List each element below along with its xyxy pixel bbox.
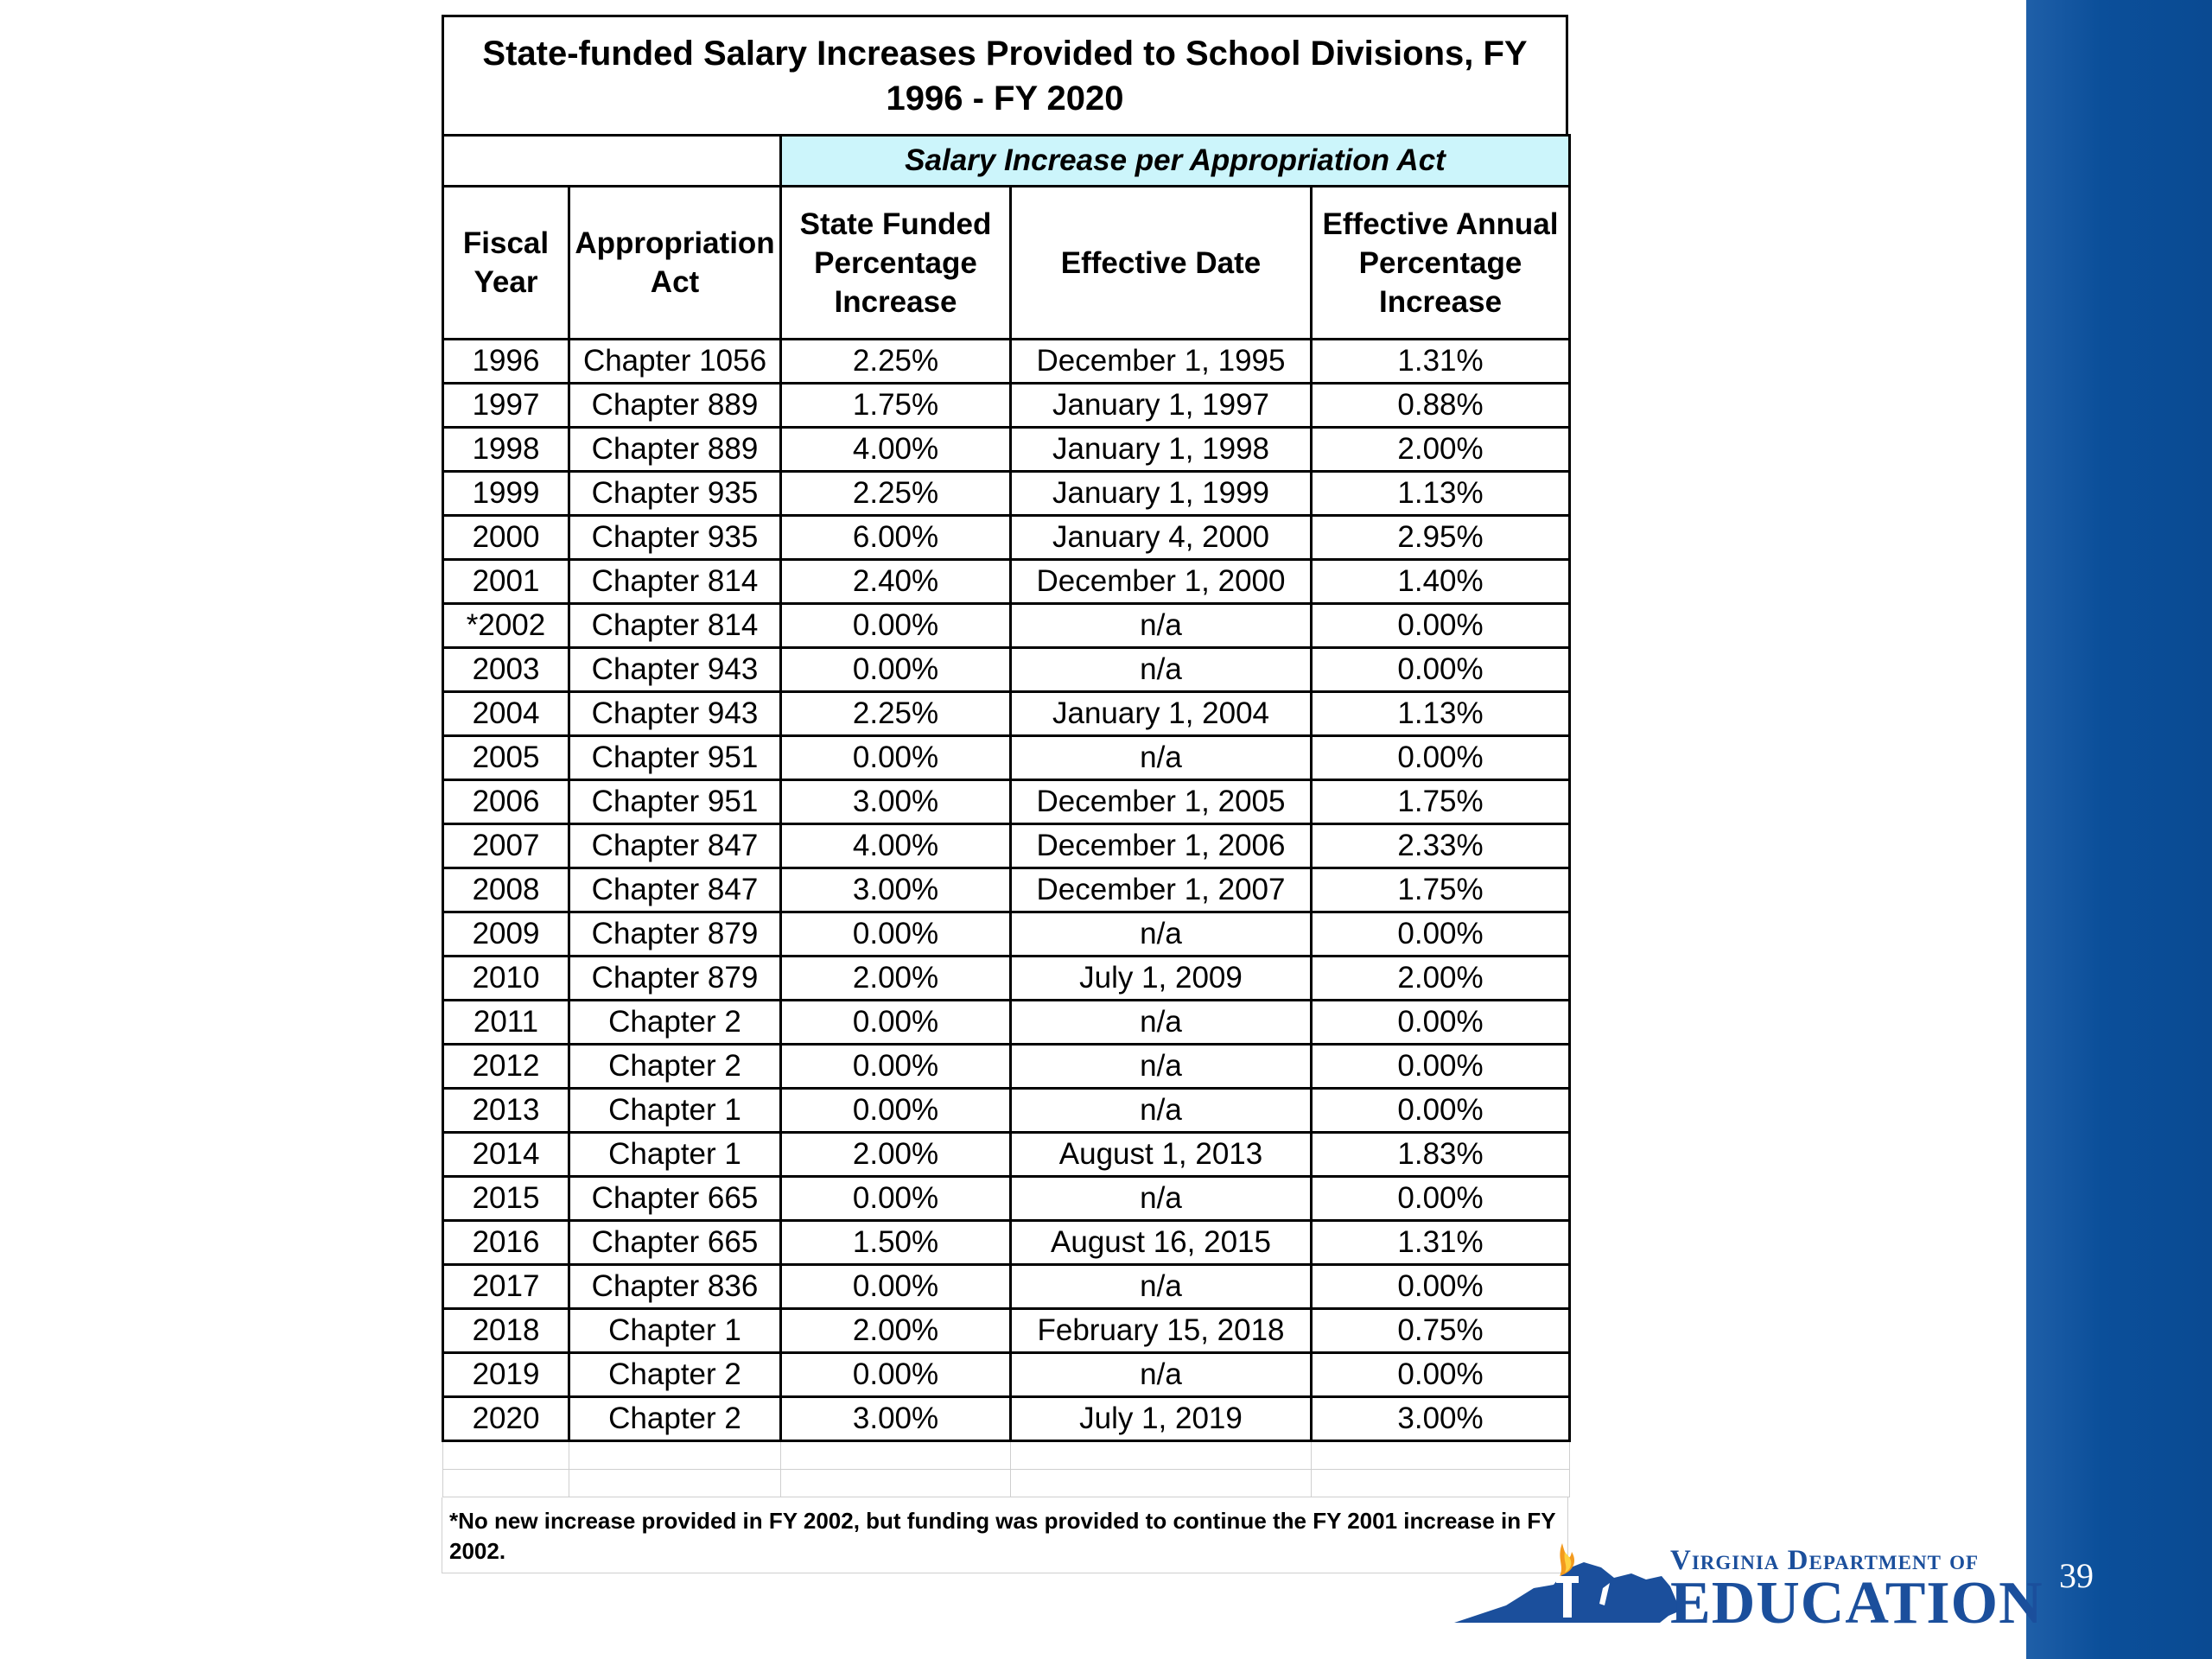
cell-appropriation-act: Chapter 1	[569, 1089, 781, 1133]
table-row	[443, 1265, 1570, 1309]
table-row	[443, 1309, 1570, 1353]
cell-appropriation-act: Chapter 1	[569, 1133, 781, 1177]
cell-effective-annual: 2.00%	[1312, 957, 1570, 1001]
cell-state-funded: 0.00%	[781, 736, 1011, 780]
cell-state-funded: 4.00%	[781, 824, 1011, 868]
table-row	[443, 868, 1570, 912]
cell-fiscal-year: 2012	[443, 1045, 569, 1089]
table-row	[443, 560, 1570, 604]
salary-table-sheet	[442, 15, 1568, 1573]
col-header-state-funded: State Funded Percentage Increase	[781, 187, 1011, 340]
cell-appropriation-act: Chapter 1	[569, 1309, 781, 1353]
cell-appropriation-act: Chapter 935	[569, 472, 781, 516]
table-row	[443, 1177, 1570, 1221]
cell-fiscal-year: 1999	[443, 472, 569, 516]
cell-state-funded: 0.00%	[781, 1265, 1011, 1309]
cell-fiscal-year: 2006	[443, 780, 569, 824]
cell-effective-date: January 4, 2000	[1011, 516, 1312, 560]
cell-effective-annual: 0.00%	[1312, 648, 1570, 692]
cell-effective-annual: 0.88%	[1312, 384, 1570, 428]
cell-effective-date: n/a	[1011, 736, 1312, 780]
cell-appropriation-act: Chapter 847	[569, 824, 781, 868]
cell-fiscal-year: 2013	[443, 1089, 569, 1133]
cell-appropriation-act: Chapter 879	[569, 957, 781, 1001]
cell-fiscal-year: 2020	[443, 1397, 569, 1441]
cell-effective-annual: 0.00%	[1312, 1353, 1570, 1397]
cell-appropriation-act: Chapter 935	[569, 516, 781, 560]
cell-state-funded: 2.00%	[781, 957, 1011, 1001]
cell-state-funded: 2.25%	[781, 692, 1011, 736]
cell-effective-date: n/a	[1011, 1177, 1312, 1221]
table-row	[443, 1221, 1570, 1265]
vdoe-logo	[1454, 1526, 2044, 1637]
table-row	[443, 1133, 1570, 1177]
table-row	[443, 780, 1570, 824]
page-number: 39	[2059, 1556, 2094, 1595]
cell-fiscal-year: 2001	[443, 560, 569, 604]
cell-effective-date: n/a	[1011, 604, 1312, 648]
cell-effective-date: n/a	[1011, 912, 1312, 957]
cell-state-funded: 0.00%	[781, 604, 1011, 648]
cell-appropriation-act: Chapter 2	[569, 1353, 781, 1397]
cell-effective-date: January 1, 1998	[1011, 428, 1312, 472]
cell-appropriation-act: Chapter 943	[569, 648, 781, 692]
group-header: Salary Increase per Appropriation Act	[781, 136, 1570, 187]
cell-effective-date: August 16, 2015	[1011, 1221, 1312, 1265]
table-row	[443, 648, 1570, 692]
cell-fiscal-year: 2007	[443, 824, 569, 868]
cell-fiscal-year: 2008	[443, 868, 569, 912]
cell-fiscal-year: 2014	[443, 1133, 569, 1177]
table-row	[443, 1001, 1570, 1045]
col-header-effective-date: Effective Date	[1011, 187, 1312, 340]
cell-state-funded: 2.00%	[781, 1309, 1011, 1353]
cell-state-funded: 0.00%	[781, 1045, 1011, 1089]
cell-effective-date: n/a	[1011, 1353, 1312, 1397]
cell-state-funded: 2.40%	[781, 560, 1011, 604]
cell-fiscal-year: 2009	[443, 912, 569, 957]
table-row	[443, 384, 1570, 428]
cell-effective-date: December 1, 2006	[1011, 824, 1312, 868]
cell-state-funded: 3.00%	[781, 1397, 1011, 1441]
salary-table	[442, 134, 1571, 1497]
cell-fiscal-year: 2005	[443, 736, 569, 780]
cell-effective-date: July 1, 2009	[1011, 957, 1312, 1001]
cell-appropriation-act: Chapter 879	[569, 912, 781, 957]
table-row	[443, 957, 1570, 1001]
table-row	[443, 516, 1570, 560]
col-header-appropriation-act: Appropriation Act	[569, 187, 781, 340]
col-header-effective-annual: Effective Annual Percentage Increase	[1312, 187, 1570, 340]
cell-effective-annual: 2.00%	[1312, 428, 1570, 472]
cell-effective-annual: 0.00%	[1312, 1001, 1570, 1045]
cell-effective-annual: 0.00%	[1312, 1177, 1570, 1221]
cell-appropriation-act: Chapter 2	[569, 1001, 781, 1045]
cell-state-funded: 0.00%	[781, 1001, 1011, 1045]
cell-state-funded: 0.00%	[781, 648, 1011, 692]
cell-appropriation-act: Chapter 2	[569, 1397, 781, 1441]
band-blank-cell	[443, 136, 781, 187]
cell-effective-annual: 2.33%	[1312, 824, 1570, 868]
cell-effective-annual: 1.40%	[1312, 560, 1570, 604]
cell-fiscal-year: 2018	[443, 1309, 569, 1353]
cell-effective-date: December 1, 2000	[1011, 560, 1312, 604]
cell-effective-annual: 0.00%	[1312, 1089, 1570, 1133]
cell-effective-annual: 2.95%	[1312, 516, 1570, 560]
cell-fiscal-year: 2003	[443, 648, 569, 692]
cell-effective-annual: 1.31%	[1312, 1221, 1570, 1265]
table-footnote: *No new increase provided in FY 2002, but funding was provided to continue the FY 2001 increase in FY 2002.	[442, 1497, 1568, 1573]
table-row	[443, 1397, 1570, 1441]
cell-appropriation-act: Chapter 2	[569, 1045, 781, 1089]
cell-fiscal-year: 1997	[443, 384, 569, 428]
cell-fiscal-year: 2015	[443, 1177, 569, 1221]
cell-effective-date: n/a	[1011, 1265, 1312, 1309]
cell-fiscal-year: 2010	[443, 957, 569, 1001]
cell-state-funded: 2.00%	[781, 1133, 1011, 1177]
cell-effective-date: January 1, 2004	[1011, 692, 1312, 736]
cell-appropriation-act: Chapter 847	[569, 868, 781, 912]
cell-effective-annual: 1.31%	[1312, 340, 1570, 384]
cell-effective-annual: 0.00%	[1312, 1265, 1570, 1309]
table-row	[443, 604, 1570, 648]
cell-appropriation-act: Chapter 889	[569, 384, 781, 428]
table-row	[443, 428, 1570, 472]
cell-state-funded: 2.25%	[781, 340, 1011, 384]
cell-effective-date: August 1, 2013	[1011, 1133, 1312, 1177]
cell-appropriation-act: Chapter 665	[569, 1221, 781, 1265]
cell-fiscal-year: 2017	[443, 1265, 569, 1309]
cell-effective-date: n/a	[1011, 1001, 1312, 1045]
logo-line-1: Virginia Department of	[1670, 1545, 1980, 1576]
cell-state-funded: 1.50%	[781, 1221, 1011, 1265]
cell-appropriation-act: Chapter 814	[569, 604, 781, 648]
cell-state-funded: 0.00%	[781, 912, 1011, 957]
col-header-fiscal-year: Fiscal Year	[443, 187, 569, 340]
cell-state-funded: 3.00%	[781, 780, 1011, 824]
cell-effective-annual: 1.13%	[1312, 692, 1570, 736]
cell-effective-date: February 15, 2018	[1011, 1309, 1312, 1353]
cell-effective-annual: 1.75%	[1312, 780, 1570, 824]
cell-effective-date: January 1, 1997	[1011, 384, 1312, 428]
cell-fiscal-year: 2011	[443, 1001, 569, 1045]
logo-line-2: EDUCATION	[1670, 1570, 2044, 1637]
cell-state-funded: 6.00%	[781, 516, 1011, 560]
cell-effective-date: July 1, 2019	[1011, 1397, 1312, 1441]
table-row	[443, 340, 1570, 384]
cell-effective-date: January 1, 1999	[1011, 472, 1312, 516]
cell-fiscal-year: *2002	[443, 604, 569, 648]
cell-state-funded: 1.75%	[781, 384, 1011, 428]
cell-effective-annual: 3.00%	[1312, 1397, 1570, 1441]
cell-state-funded: 3.00%	[781, 868, 1011, 912]
cell-appropriation-act: Chapter 951	[569, 736, 781, 780]
table-row	[443, 1353, 1570, 1397]
cell-effective-date: December 1, 1995	[1011, 340, 1312, 384]
cell-state-funded: 2.25%	[781, 472, 1011, 516]
cell-fiscal-year: 1998	[443, 428, 569, 472]
cell-fiscal-year: 2019	[443, 1353, 569, 1397]
cell-appropriation-act: Chapter 889	[569, 428, 781, 472]
table-row	[443, 472, 1570, 516]
cell-effective-annual: 1.75%	[1312, 868, 1570, 912]
cell-appropriation-act: Chapter 665	[569, 1177, 781, 1221]
cell-fiscal-year: 1996	[443, 340, 569, 384]
cell-state-funded: 0.00%	[781, 1089, 1011, 1133]
table-row	[443, 912, 1570, 957]
cell-effective-date: December 1, 2007	[1011, 868, 1312, 912]
cell-appropriation-act: Chapter 951	[569, 780, 781, 824]
table-row	[443, 1089, 1570, 1133]
table-row	[443, 1045, 1570, 1089]
cell-fiscal-year: 2004	[443, 692, 569, 736]
cell-effective-annual: 0.00%	[1312, 604, 1570, 648]
cell-effective-annual: 0.00%	[1312, 1045, 1570, 1089]
cell-fiscal-year: 2000	[443, 516, 569, 560]
cell-state-funded: 0.00%	[781, 1353, 1011, 1397]
cell-state-funded: 0.00%	[781, 1177, 1011, 1221]
cell-effective-annual: 1.13%	[1312, 472, 1570, 516]
cell-effective-date: n/a	[1011, 648, 1312, 692]
cell-effective-annual: 0.75%	[1312, 1309, 1570, 1353]
cell-effective-annual: 1.83%	[1312, 1133, 1570, 1177]
table-row	[443, 692, 1570, 736]
cell-effective-date: n/a	[1011, 1045, 1312, 1089]
table-body	[443, 340, 1570, 1441]
slide-side-bar	[2026, 0, 2212, 1659]
cell-fiscal-year: 2016	[443, 1221, 569, 1265]
table-row	[443, 824, 1570, 868]
cell-effective-date: n/a	[1011, 1089, 1312, 1133]
table-title: State-funded Salary Increases Provided to School Divisions, FY 1996 - FY 2020	[442, 15, 1568, 134]
cell-appropriation-act: Chapter 1056	[569, 340, 781, 384]
table-row	[443, 736, 1570, 780]
cell-appropriation-act: Chapter 836	[569, 1265, 781, 1309]
cell-effective-annual: 0.00%	[1312, 912, 1570, 957]
cell-effective-date: December 1, 2005	[1011, 780, 1312, 824]
cell-effective-annual: 0.00%	[1312, 736, 1570, 780]
cell-appropriation-act: Chapter 943	[569, 692, 781, 736]
cell-state-funded: 4.00%	[781, 428, 1011, 472]
cell-appropriation-act: Chapter 814	[569, 560, 781, 604]
